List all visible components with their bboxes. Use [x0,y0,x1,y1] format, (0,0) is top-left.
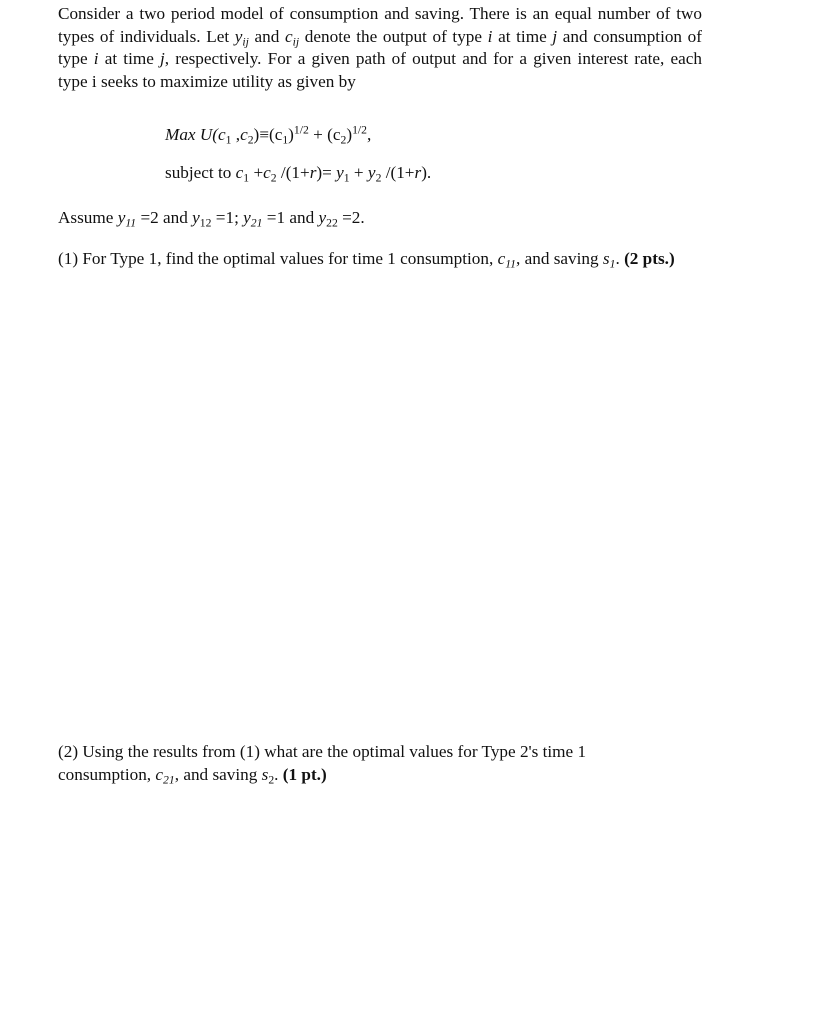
question-1: (1) For Type 1, find the optimal values for time 1 consumption, $c_{11}$, and saving $s_1$. (2 pts.) [58,249,675,271]
var-j: j [552,26,558,46]
utility-function: Max $U(c_1$ $,c_2)\equiv(c_1)^{1/2} + (c_2)^{1/2}$, [165,123,372,147]
answer-space-2[interactable] [58,800,702,1000]
intro-text: , respectively. For a given path of output and for a given interest rate, each type i seeks to maximize utility as given by [58,49,703,92]
intro-text: and [248,26,286,46]
intro-paragraph [58,3,702,94]
intro-text: and consumption of type [58,26,702,69]
intro-text: Consider a two period model of consumption and saving. There is an equal number of two types of individuals. Let [58,4,702,46]
subscript-ij: ij [292,35,300,49]
intro-text: at time [492,26,553,46]
var-i: i [487,26,493,46]
question-2: (2) Using the results from (1) what are the optimal values for Type 2's time 1 consumption, $c_{21}$, and saving $s_2$. (1 pt.) [58,742,587,786]
subscript-ij: ij [242,35,249,49]
intro-text: at time [98,49,161,69]
budget-constraint: subject to $c_1 +c_2$ $/(1+r)= y_1 + y_2$ /(1+r). [165,163,432,185]
var-j: j [160,49,165,69]
points-label: (2 pts.) [624,249,675,268]
var-c: c [285,26,293,46]
points-label: (1 pt.) [282,764,327,784]
var-i: i [93,49,99,69]
var-y: y [234,26,243,46]
answer-space-1[interactable] [58,280,702,720]
intro-text: denote the output of type [299,26,488,46]
assumption-line: Assume $y_{11} =2$ and $y_{12} =1$; $y_{21} =1$ and $y_{22} =2$. [58,208,365,230]
